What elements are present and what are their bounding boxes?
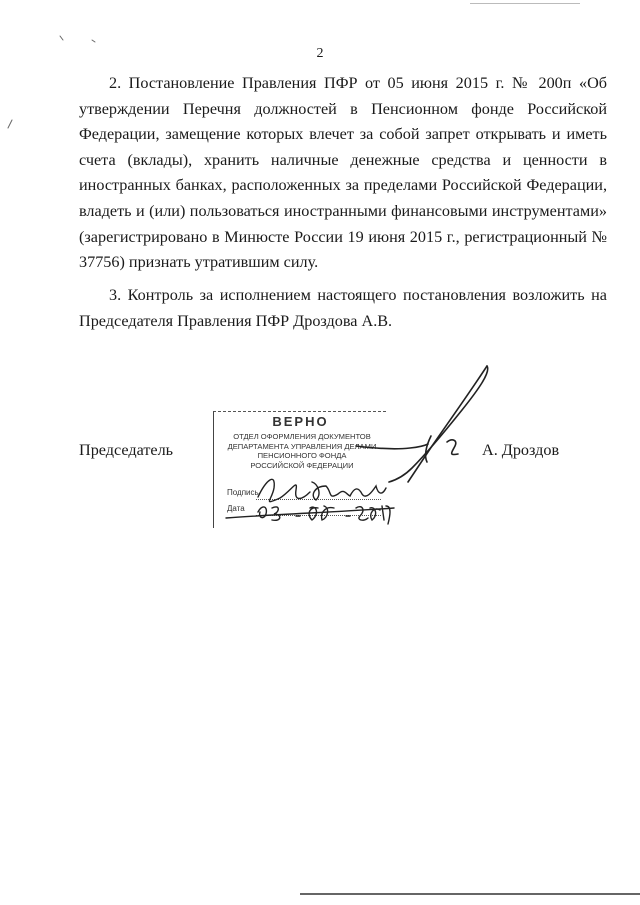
scan-edge-mark xyxy=(470,3,580,4)
stamp-date-line xyxy=(256,515,381,516)
stamp-org-line: ОТДЕЛ ОФОРМЛЕНИЯ ДОКУМЕНТОВ xyxy=(233,432,371,441)
signer-name: А. Дроздов xyxy=(482,441,560,459)
stamp-title: ВЕРНО xyxy=(272,414,329,429)
stamp-date-label: Дата xyxy=(227,504,245,513)
paragraph-3: 3. Контроль за исполнением настоящего постановления возложить на Председателя Правления ПФР Дроздова А.В. xyxy=(79,286,607,330)
paragraph-2: 2. Постановление Правления ПФР от 05 июня 2015 г. № 200п «Об утверждении Перечня должностей в Пенсионном фонде Российской Федерации, замещение которых влечет за собой запрет открывать и иметь счета (вклады), хранить наличные денежные средства и ценности в иностранных банках, расположенных за пределами Российской Федерации, владеть и (или) пользоваться иностранными финансовыми инструментами» (зарегистрировано в Минюсте России 19 июня 2015 г., регистрационный № 37756) признать утратившим силу. xyxy=(79,74,607,272)
stamp-signature-line xyxy=(256,499,381,500)
page-number: 2 xyxy=(316,46,324,61)
stamp-org-line: РОССИЙСКОЙ ФЕДЕРАЦИИ xyxy=(250,460,354,470)
stamp-signature-label: Подпись xyxy=(227,488,259,497)
stamp-organization xyxy=(217,432,387,470)
stamp-org-line: ПЕНСИОННОГО ФОНДА xyxy=(257,451,347,461)
signer-position: Председатель xyxy=(79,441,174,459)
scan-edge-line xyxy=(300,893,640,895)
certification-stamp xyxy=(213,411,386,528)
stamp-org-line: ДЕПАРТАМЕНТА УПРАВЛЕНИЯ ДЕЛАМИ xyxy=(227,441,377,451)
